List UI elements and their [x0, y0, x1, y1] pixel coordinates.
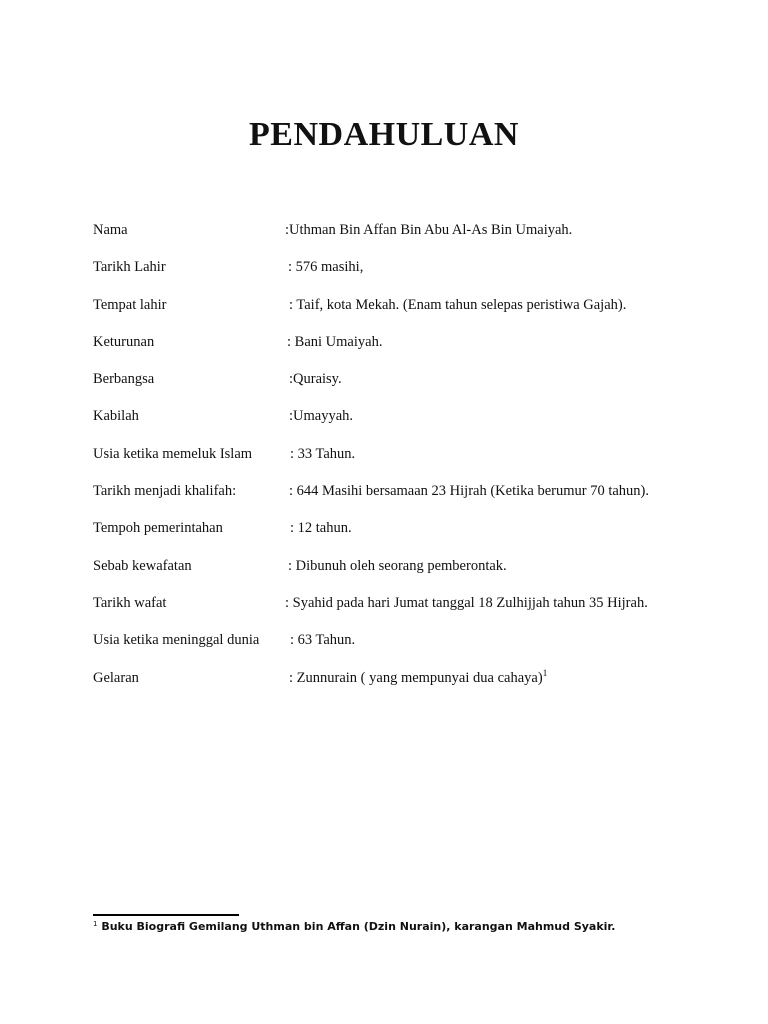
biodata-label: Nama [93, 222, 128, 238]
biodata-value: : 644 Masihi bersamaan 23 Hijrah (Ketika berumur 70 tahun). [289, 483, 649, 500]
biodata-row-usia-meninggal [93, 630, 753, 667]
biodata-label: Tempat lahir [93, 296, 167, 313]
biodata-row-kabilah [93, 406, 753, 443]
biodata-row-nama [93, 220, 753, 257]
biodata-value: :Uthman Bin Affan Bin Abu Al-As Bin Umaiyah. [285, 222, 573, 238]
biodata-value: : Syahid pada hari Jumat tanggal 18 Zulhijjah tahun 35 Hijrah. [285, 594, 648, 611]
biodata-label: Tarikh wafat [93, 594, 167, 611]
biodata-value: : 576 masihi, [288, 259, 364, 276]
biodata-value: :Quraisy. [289, 371, 342, 388]
biodata-row-tarikh-lahir [93, 257, 753, 294]
biodata-row-usia-memeluk-islam [93, 444, 753, 481]
biodata-label: Tarikh menjadi khalifah: [93, 483, 237, 500]
footnote-marker: 1 [93, 920, 98, 928]
footnote [93, 920, 615, 933]
biodata-value-with-ref [289, 668, 547, 688]
biodata-value: : Zunnurain ( yang mempunyai dua cahaya) [289, 669, 543, 686]
biodata-row-tarikh-wafat [93, 593, 753, 630]
biodata-label: Berbangsa [93, 371, 155, 388]
biodata-value: : 63 Tahun. [290, 632, 356, 649]
biodata-label: Sebab kewafatan [93, 557, 192, 574]
biodata-value: : Dibunuh oleh seorang pemberontak. [288, 557, 507, 574]
biodata-value: : 33 Tahun. [290, 445, 356, 462]
biodata-label: Keturunan [93, 333, 155, 350]
biodata-label: Gelaran [93, 669, 139, 686]
biodata-label: Usia ketika memeluk Islam [93, 445, 253, 462]
biodata-label: Tempoh pemerintahan [93, 520, 223, 537]
biodata-value: : Bani Umaiyah. [287, 333, 383, 350]
footnote-reference[interactable]: 1 [542, 668, 548, 679]
biodata-row-berbangsa [93, 369, 753, 406]
biodata-label: Kabilah [93, 408, 139, 425]
biodata-row-tarikh-khalifah [93, 481, 753, 518]
biodata-label: Usia ketika meninggal dunia [93, 632, 260, 649]
biodata-value: : Taif, kota Mekah. (Enam tahun selepas peristiwa Gajah). [289, 296, 627, 313]
biodata-row-sebab-kewafatan [93, 556, 753, 593]
biodata-list [93, 220, 753, 705]
biodata-value: : 12 tahun. [290, 520, 352, 537]
page-title: PENDAHULUAN [249, 116, 519, 153]
biodata-label: Tarikh Lahir [93, 259, 166, 276]
footnote-text: Buku Biografi Gemilang Uthman bin Affan (Dzin Nurain), karangan Mahmud Syakir. [101, 920, 616, 933]
biodata-value: :Umayyah. [289, 408, 354, 425]
biodata-row-tempoh-pemerintahan [93, 518, 753, 555]
biodata-row-tempat-lahir [93, 295, 753, 332]
biodata-row-keturunan [93, 332, 753, 369]
footnote-separator [93, 914, 239, 916]
biodata-row-gelaran [93, 668, 753, 705]
